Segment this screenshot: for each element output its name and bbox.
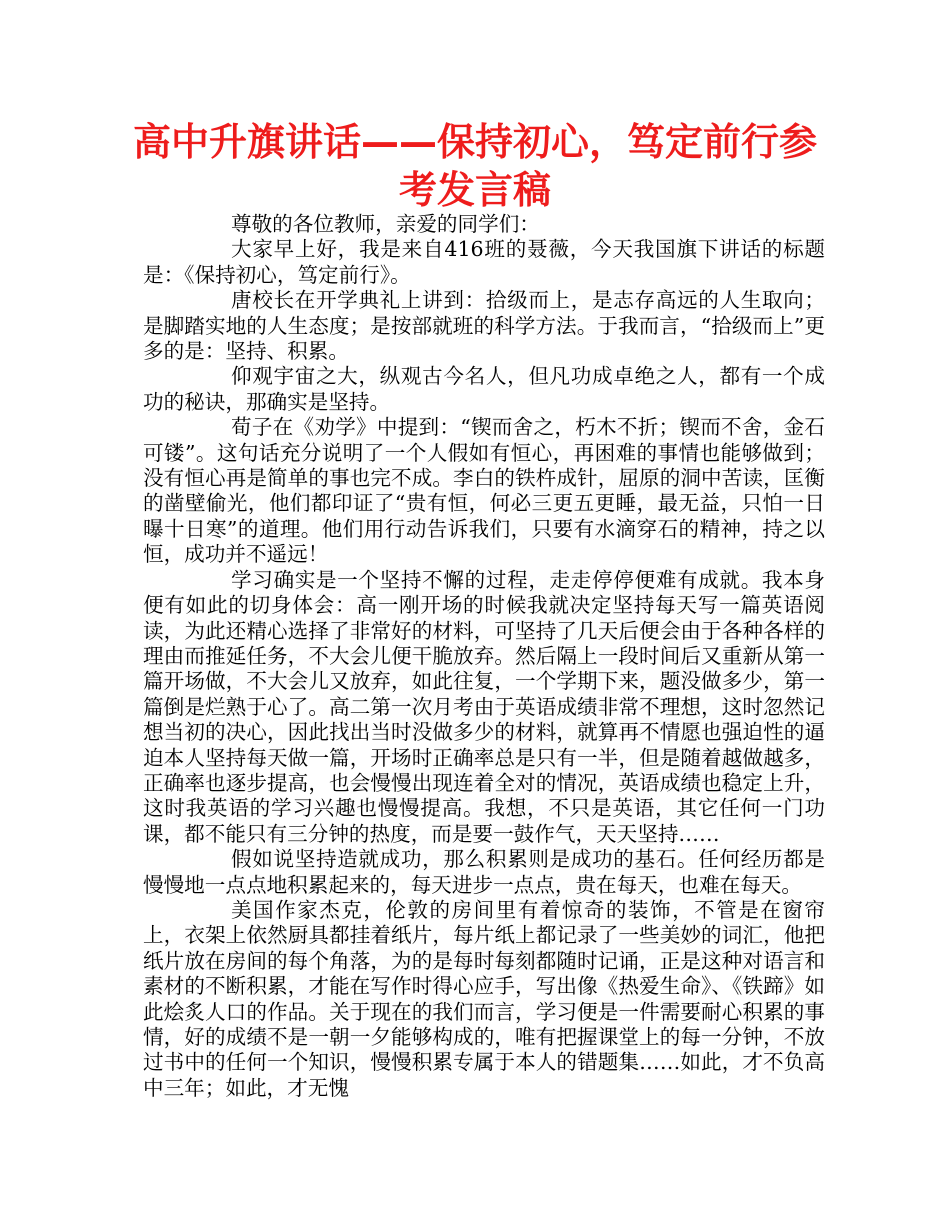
paragraph-salutation: 尊敬的各位教师，亲爱的同学们：: [231, 212, 540, 236]
document-title: 高中升旗讲话——保持初心，笃定前行参考发言稿: [132, 120, 817, 212]
paragraph-principal-quote: 唐校长在开学典礼上讲到：拾级而上，是志存高远的人生取向；是脚踏实地的人生态度；是按部就班的科学方法。于我而言，“拾级而上”更多的是：坚持、积累。: [143, 288, 825, 364]
paragraph-jack-london: 美国作家杰克，伦敦的房间里有着惊奇的装饰，不管是在窗帘上，衣架上依然厨具都挂着纸片，每片纸上都记录了一些美妙的词汇，他把纸片放在房间的每个角落，为的是每时每刻都随时记诵，正是这种对语言和素材的不断积累，才能在写作时得心应手，写出像《热爱生命》、《铁蹄》如此烩炙人口的作品。关于现在的我们而言，学习便是一件需要耐心积累的事情，好的成绩不是一朝一夕能够构成的，唯有把握课堂上的每一分钟，不放过书中的任何一个知识，慢慢积累专属于本人的错题集……如此，才不负高中三年；如此，才无愧: [143, 897, 825, 1100]
paragraph-personal-experience: 学习确实是一个坚持不懈的过程，走走停停便难有成就。我本身便有如此的切身体会：高一刚开场的时候我就决定坚持每天写一篇英语阅读，为此还精心选择了非常好的材料，可坚持了几天后便会由于各种各样的理由而推延任务，不大会儿便干脆放弃。然后隔上一段时间后又重新从第一篇开场做，不大会儿又放弃，如此往复，一个学期下来，题没做多少，第一篇倒是烂熟于心了。高二第一次月考由于英语成绩非常不理想，这时忽然记想当初的决心，因此找出当时没做多少的材料，就算再不情愿也强迫性的逼迫本人坚持每天做一篇，开场时正确率总是只有一半，但是随着越做越多，正确率也逐步提高，也会慢慢出现连着全对的情况，英语成绩也稳定上升，这时我英语的学习兴趣也慢慢提高。我想，不只是英语，其它任何一门功课，都不能只有三分钟的热度，而是要一鼓作气，天天坚持……: [143, 567, 825, 846]
paragraph-xunzi: 荀子在《劝学》中提到：“锲而舍之，朽木不折；锲而不舍，金石可镂”。这句话充分说明了一个人假如有恒心，再困难的事情也能够做到；没有恒心再是简单的事也完不成。李白的铁杵成针，屈原的洞中苦读，匡衡的凿壁偷光，他们都印证了“贵有恒，何必三更五更睡，最无益，只怕一日曝十日寒”的道理。他们用行动告诉我们，只要有水滴穿石的精神，持之以恒，成功并不遥远！: [143, 415, 825, 567]
paragraph-greeting: 大家早上好，我是来自416班的聂薇，今天我国旗下讲话的标题是：《保持初心，笃定前行》。: [143, 237, 825, 287]
paragraph-secret-of-success: 仰观宇宙之大，纵观古今名人，但凡功成卓绝之人，都有一个成功的秘诀，那确实是坚持。: [143, 364, 825, 414]
document-body: [143, 212, 825, 1101]
paragraph-accumulation: 假如说坚持造就成功，那么积累则是成功的基石。任何经历都是慢慢地一点点地积累起来的，每天进步一点点，贵在每天，也难在每天。: [143, 847, 825, 897]
